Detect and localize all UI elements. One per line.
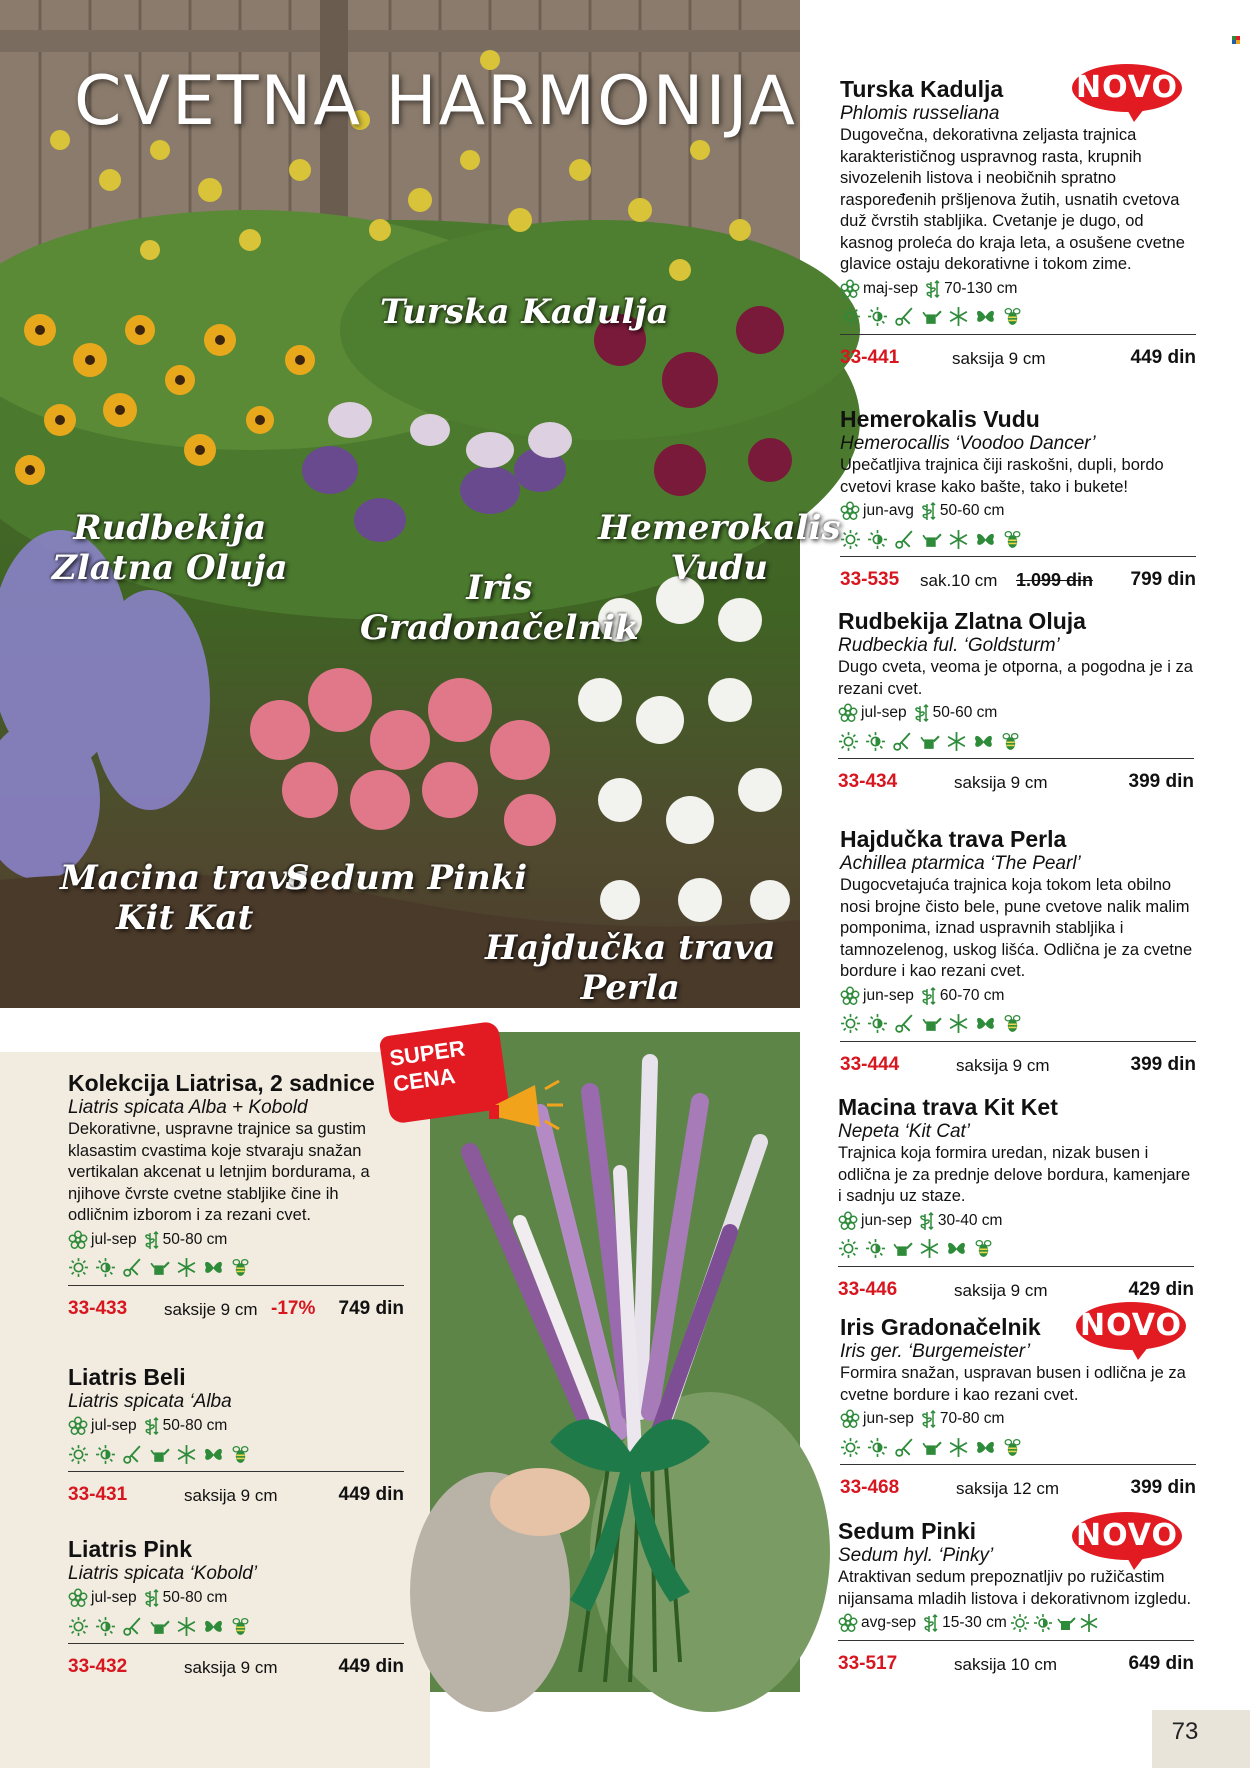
sun-icon [840, 306, 861, 327]
novo-text: NOVO [1076, 1518, 1178, 1553]
half-sun-icon [95, 1257, 116, 1278]
product-description: Dugovečna, dekorativna zeljasta trajnica karakterističnog uspravnog rasta, krupnih sivozelenih listova i neobičnih spratno raspoređenih pršljenova žutih, usnatih cvetova duž čvrstih stabljika. Cvetanje je dugo, od kasnog proleća do kraja leta, a osušene cvetne glavice ostaju dekorativne i tokom zime. [840, 126, 1185, 273]
plant-height: 70-130 cm [944, 279, 1018, 297]
bloom-period: jun-sep [861, 1211, 912, 1229]
bloom-period: avg-sep [861, 1614, 917, 1631]
novo-tail [1128, 1342, 1152, 1360]
watering-can-icon [921, 529, 942, 550]
label-rudbekija: Rudbekija Zlatna Oluja [52, 508, 288, 588]
flower-icon [840, 986, 860, 1006]
price-row [838, 1279, 1194, 1305]
product-name: Hajdučka trava Perla [840, 826, 1067, 852]
price: 399 din [1128, 771, 1194, 792]
bee-icon [1002, 1437, 1023, 1458]
care-icons [840, 1013, 1196, 1035]
flower-icon [838, 703, 858, 723]
divider [840, 556, 1196, 557]
price: 799 din [1130, 569, 1196, 590]
height-icon [140, 1588, 160, 1608]
price: 449 din [338, 1656, 404, 1677]
watering-can-icon [919, 731, 940, 752]
pot-size: saksija 10 cm [954, 1655, 1057, 1674]
snowflake-icon [948, 306, 969, 327]
price: 399 din [1130, 1477, 1196, 1498]
price: 449 din [338, 1484, 404, 1505]
butterfly-icon [975, 306, 996, 327]
price: 399 din [1130, 1053, 1196, 1075]
product-name: Liatris Beli [68, 1364, 186, 1390]
pot-size: saksija 9 cm [184, 1658, 278, 1677]
bee-icon [230, 1257, 251, 1278]
height-icon [919, 1613, 939, 1633]
label-hajducka: Hajdučka trava Perla [485, 928, 776, 1008]
super-cena-line1: SUPER [387, 1035, 467, 1071]
bee-icon [1000, 731, 1021, 752]
butterfly-icon [973, 731, 994, 752]
divider [840, 334, 1196, 335]
price-row [840, 347, 1196, 373]
flower-icon [68, 1416, 88, 1436]
plant-height: 50-80 cm [162, 1417, 228, 1434]
product-latin-name: Hemerocallis ‘Voodoo Dancer’ [840, 433, 1096, 454]
bloom-period: jun-sep [863, 1410, 914, 1427]
product-meta [840, 1408, 1196, 1430]
half-sun-icon [867, 306, 888, 327]
butterfly-icon [946, 1238, 967, 1259]
divider [838, 1266, 1194, 1267]
sun-icon [838, 731, 859, 752]
price-row [840, 569, 1196, 595]
care-icons [840, 528, 1196, 550]
bloom-period: jul-sep [91, 1589, 137, 1606]
product-latin-name: Rudbeckia ful. ‘Goldsturm’ [838, 635, 1060, 656]
price-row [68, 1484, 404, 1510]
product-description: Dekorativne, uspravne trajnice sa gustim klasastim cvastima koje stvaraju snažan vertikalan akcenat u letnjim bordurama, a njihove čvrste cvetne stabljike čine ih odličnim izborom i za rezani cvet. [68, 1120, 370, 1224]
flower-icon [840, 501, 860, 521]
novo-text: NOVO [1076, 70, 1178, 105]
product-description: Atraktivan sedum prepoznatljiv po ružičastim nijansama mladih listova i dekorativnom izgledu. [838, 1568, 1192, 1608]
hero-garden-image [0, 0, 841, 1008]
product-code: 33-441 [840, 346, 900, 368]
scissors-icon [122, 1257, 143, 1278]
butterfly-icon [203, 1616, 224, 1637]
height-icon [910, 703, 930, 723]
product-latin-name: Iris ger. ‘Burgemeister’ [840, 1341, 1031, 1362]
price-row [840, 1477, 1196, 1503]
bee-icon [973, 1238, 994, 1259]
product-meta [840, 278, 1196, 300]
super-cena-line2: CENA [391, 1063, 457, 1097]
novo-badge [1076, 1302, 1186, 1362]
care-icons [68, 1615, 404, 1637]
care-icons [840, 306, 1196, 328]
bloom-period: jun-sep [863, 986, 914, 1004]
flower-icon [68, 1230, 88, 1250]
product-code: 33-517 [838, 1653, 898, 1674]
price-row [840, 1054, 1196, 1080]
sun-icon [68, 1257, 89, 1278]
product-latin-name: Sedum hyl. ‘Pinky’ [838, 1545, 994, 1566]
pot-size: sak.10 cm [920, 571, 998, 590]
megaphone-icon [485, 1075, 565, 1145]
product-hemerokalis-vudu [840, 406, 1196, 595]
scissors-icon [894, 529, 915, 550]
product-name: Kolekcija Liatrisa, 2 sadnice [68, 1070, 375, 1096]
sun-icon [838, 1238, 859, 1259]
bee-icon [230, 1616, 251, 1637]
pot-size: saksija 9 cm [954, 773, 1048, 792]
sun-icon [68, 1616, 89, 1637]
product-name: Turska Kadulja [840, 76, 1004, 102]
price-row [838, 1653, 1194, 1679]
divider [840, 1041, 1196, 1042]
product-description: Upečatljiva trajnica čiji raskošni, dupli, bordo cvetovi krase kako bašte, tako i bukete! [840, 456, 1164, 496]
snowflake-icon [946, 731, 967, 752]
watering-can-icon [149, 1257, 170, 1278]
flower-icon [838, 1613, 858, 1633]
plant-height: 50-80 cm [162, 1230, 228, 1248]
label-hemerokalis: Hemerokalis Vudu [598, 508, 841, 588]
half-sun-icon [865, 731, 886, 752]
product-description: Trajnica koja formira uredan, nizak busen i odlična je za prednje delove bordura, kamenjare i sadnju uz staze. [838, 1144, 1191, 1205]
label-sedum: Sedum Pinki [285, 858, 528, 898]
watering-can-icon [149, 1616, 170, 1637]
sun-icon [840, 1437, 861, 1458]
novo-text: NOVO [1080, 1308, 1182, 1343]
flower-icon [838, 1211, 858, 1231]
product-liatris-beli [68, 1364, 404, 1510]
product-description: Formira snažan, uspravan busen i odlična je za cvetne bordure i kao rezani cvet. [840, 1364, 1186, 1404]
half-sun-icon [867, 1013, 888, 1034]
product-code: 33-432 [68, 1656, 128, 1677]
product-code: 33-433 [68, 1297, 128, 1319]
product-latin-name: Liatris spicata ‘Alba [68, 1391, 232, 1412]
sun-icon [68, 1444, 89, 1465]
bloom-period: jul-sep [91, 1417, 137, 1434]
flower-icon [840, 279, 860, 299]
plant-height: 50-60 cm [932, 704, 998, 721]
label-iris: Iris Gradonačelnik [360, 568, 639, 648]
price-row [838, 771, 1194, 797]
height-icon [921, 279, 941, 299]
height-icon [917, 501, 937, 521]
product-latin-name: Achillea ptarmica ‘The Pearl’ [840, 853, 1081, 874]
height-icon [140, 1230, 160, 1250]
snowflake-icon [919, 1238, 940, 1259]
snowflake-icon [176, 1257, 197, 1278]
half-sun-icon [95, 1444, 116, 1465]
product-name: Macina trava Kit Ket [838, 1094, 1058, 1120]
sun-icon [1010, 1613, 1030, 1633]
bloom-period: maj-sep [863, 279, 919, 297]
product-code: 33-535 [840, 569, 900, 590]
garden-illustration [0, 0, 800, 1008]
label-turska-kadulja: Turska Kadulja [380, 292, 669, 332]
pot-size: saksija 9 cm [184, 1486, 278, 1505]
bee-icon [230, 1444, 251, 1465]
novo-tail [1124, 1552, 1148, 1570]
pot-size: saksija 9 cm [956, 1055, 1050, 1075]
product-liatris-pink [68, 1536, 404, 1682]
product-latin-name: Liatris spicata ‘Kobold’ [68, 1563, 258, 1584]
sun-icon [840, 1013, 861, 1034]
pot-size: saksija 9 cm [954, 1280, 1048, 1300]
plant-height: 50-60 cm [939, 502, 1005, 519]
bloom-period: jul-sep [861, 704, 907, 721]
bee-icon [1002, 306, 1023, 327]
product-code: 33-446 [838, 1278, 898, 1300]
plant-height: 60-70 cm [939, 986, 1005, 1004]
plant-height: 30-40 cm [937, 1211, 1003, 1229]
half-sun-icon [867, 1437, 888, 1458]
product-macina-trava [838, 1094, 1194, 1305]
novo-badge [1072, 1512, 1182, 1572]
bee-icon [1002, 1013, 1023, 1034]
flower-icon [840, 1409, 860, 1429]
plant-height: 15-30 cm [942, 1614, 1007, 1631]
product-meta [838, 1612, 1194, 1634]
pot-size: saksije 9 cm [164, 1299, 258, 1319]
novo-badge [1072, 64, 1182, 124]
care-icons [838, 1238, 1194, 1260]
price-row [68, 1298, 404, 1324]
product-latin-name: Liatris spicata Alba + Kobold [68, 1097, 308, 1118]
divider [838, 758, 1194, 759]
flower-icon [68, 1588, 88, 1608]
product-meta [840, 985, 1196, 1007]
height-icon [917, 1409, 937, 1429]
price: 649 din [1128, 1653, 1194, 1674]
product-name: Rudbekija Zlatna Oluja [838, 608, 1086, 634]
product-meta [840, 500, 1196, 522]
butterfly-icon [203, 1444, 224, 1465]
bee-icon [1002, 529, 1023, 550]
product-description: Dugo cveta, veoma je otporna, a pogodna je i za rezani cvet. [838, 658, 1193, 698]
page-title: CVETNA HARMONIJA [74, 62, 797, 141]
butterfly-icon [203, 1257, 224, 1278]
snowflake-icon [948, 1013, 969, 1034]
price: 449 din [1130, 346, 1196, 368]
product-meta [68, 1587, 404, 1609]
product-code: 33-431 [68, 1484, 128, 1505]
snowflake-icon [948, 529, 969, 550]
snowflake-icon [176, 1444, 197, 1465]
watering-can-icon [1056, 1613, 1076, 1633]
height-icon [140, 1416, 160, 1436]
watering-can-icon [892, 1238, 913, 1259]
divider [838, 1640, 1194, 1641]
watering-can-icon [921, 1437, 942, 1458]
corner-logo-icon [1232, 36, 1240, 44]
snowflake-icon [176, 1616, 197, 1637]
half-sun-icon [867, 529, 888, 550]
butterfly-icon [975, 1013, 996, 1034]
novo-tail [1124, 104, 1148, 122]
pot-size: saksija 12 cm [956, 1479, 1059, 1498]
bloom-period: jul-sep [91, 1230, 137, 1248]
price-row [68, 1656, 404, 1682]
butterfly-icon [975, 529, 996, 550]
old-price: 1.099 din [1016, 570, 1094, 590]
watering-can-icon [921, 306, 942, 327]
bloom-period: jun-avg [863, 502, 914, 519]
price: 429 din [1128, 1278, 1194, 1300]
label-macina: Macina trava Kit Kat [60, 858, 310, 938]
product-kolekcija-liatrisa [68, 1070, 408, 1324]
half-sun-icon [1033, 1613, 1053, 1633]
height-icon [917, 986, 937, 1006]
divider [840, 1464, 1196, 1465]
price: 749 din [338, 1297, 404, 1319]
scissors-icon [122, 1616, 143, 1637]
discount: -17% [271, 1297, 316, 1319]
divider [68, 1643, 404, 1644]
divider [68, 1285, 404, 1286]
product-name: Liatris Pink [68, 1536, 192, 1562]
product-hajducka-trava [840, 826, 1196, 1080]
scissors-icon [892, 731, 913, 752]
product-meta [68, 1229, 408, 1251]
product-name: Iris Gradonačelnik [840, 1314, 1041, 1340]
product-rudbekija [838, 608, 1194, 797]
plant-height: 50-80 cm [162, 1589, 228, 1606]
product-code: 33-468 [840, 1477, 900, 1498]
scissors-icon [894, 1437, 915, 1458]
watering-can-icon [149, 1444, 170, 1465]
scissors-icon [122, 1444, 143, 1465]
product-code: 33-434 [838, 771, 898, 792]
product-meta [838, 702, 1194, 724]
product-meta [838, 1210, 1194, 1232]
butterfly-icon [975, 1437, 996, 1458]
height-icon [915, 1211, 935, 1231]
product-meta [68, 1415, 404, 1437]
half-sun-icon [865, 1238, 886, 1259]
half-sun-icon [95, 1616, 116, 1637]
snowflake-icon [948, 1437, 969, 1458]
product-code: 33-444 [840, 1053, 900, 1075]
care-icons [68, 1257, 408, 1279]
product-name: Sedum Pinki [838, 1518, 977, 1544]
scissors-icon [894, 1013, 915, 1034]
divider [68, 1471, 404, 1472]
pot-size: saksija 9 cm [952, 348, 1046, 368]
product-description: Dugocvetajuća trajnica koja tokom leta obilno nosi brojne čisto bele, pune cvetove nalik malim pomponima, iznad uspravnih stabljika i tamnozelenog, uskog lišća. Odlična je za cvetne bordure i kao rezani cvet. [840, 876, 1193, 980]
watering-can-icon [921, 1013, 942, 1034]
page-number: 73 [1171, 1718, 1199, 1745]
plant-height: 70-80 cm [939, 1410, 1005, 1427]
care-icons [840, 1436, 1196, 1458]
care-icons [68, 1443, 404, 1465]
sun-icon [840, 529, 861, 550]
product-name: Hemerokalis Vudu [840, 406, 1040, 432]
product-latin-name: Nepeta ‘Kit Cat’ [838, 1121, 971, 1142]
care-icons [838, 730, 1194, 752]
product-latin-name: Phlomis russeliana [840, 103, 1000, 124]
snowflake-icon [1079, 1613, 1099, 1633]
scissors-icon [894, 306, 915, 327]
